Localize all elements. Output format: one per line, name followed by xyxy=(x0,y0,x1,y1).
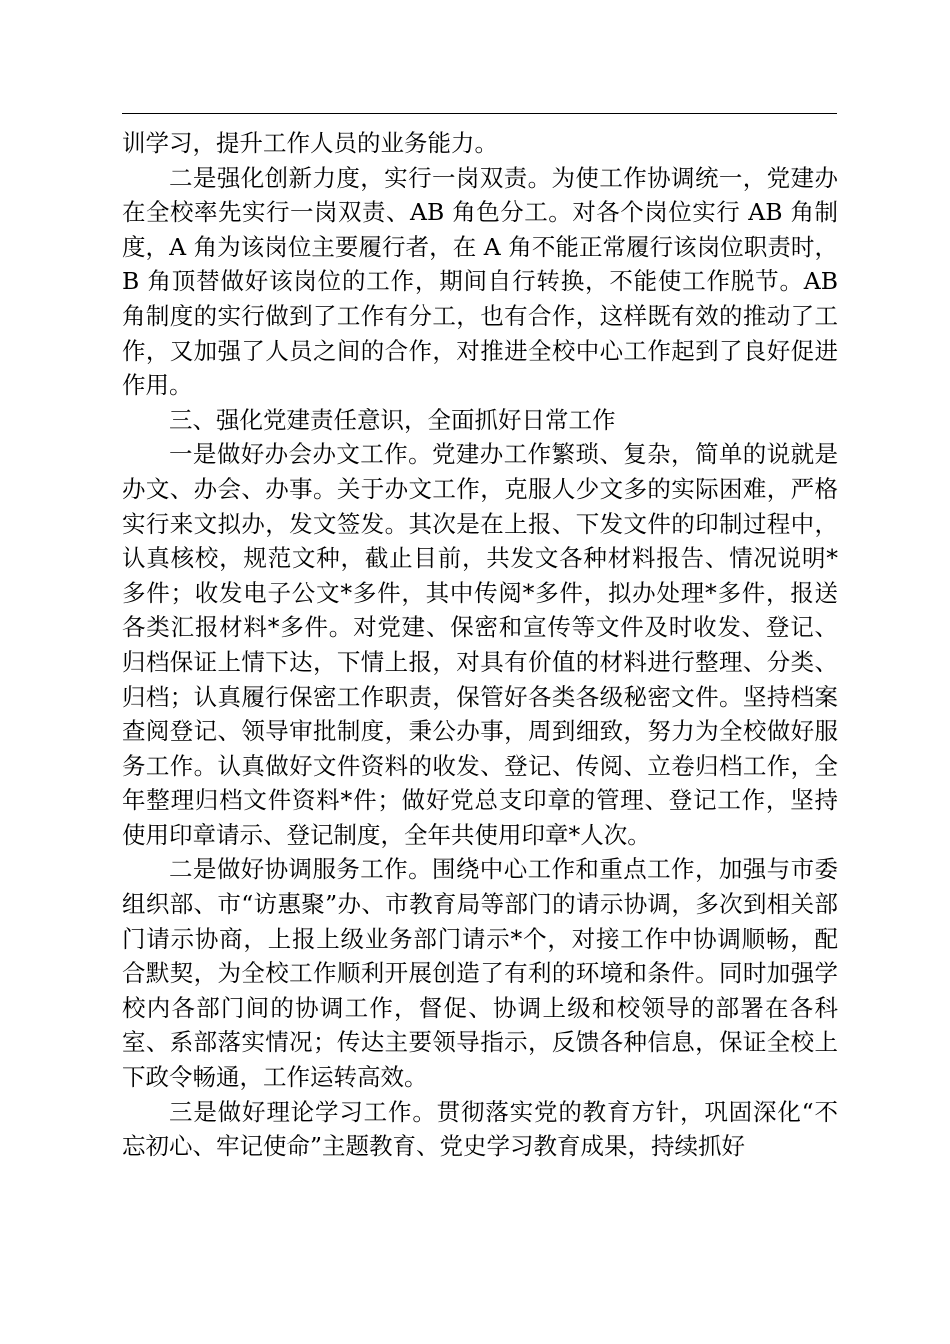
document-body xyxy=(122,126,838,1164)
section-heading-3: 三、强化党建责任意识，全面抓好日常工作 xyxy=(169,405,616,434)
paragraph-coordination: 二是做好协调服务工作。围绕中心工作和重点工作，加强与市委组织部、市“访惠聚”办、市教育局等部门的请示协调，多次到相关部门请示协商，上报上级业务部门请示*个，对接工作中协调顺畅，配合默契，为全校工作顺利开展创造了有利的环境和条件。同时加强学校内各部门间的协调工作，督促、协调上级和校领导的部署在各科室、系部落实情况；传达主要领导指示，反馈各种信息，保证全校上下政令畅通，工作运转高效。 xyxy=(122,855,838,1092)
header-rule xyxy=(122,113,837,114)
paragraph-ab-role: 二是强化创新力度，实行一岗双责。为使工作协调统一，党建办在全校率先实行一岗双责、AB 角色分工。对各个岗位实行 AB 角制度，A 角为该岗位主要履行者，在 A 角不能正常履行该岗位职责时，B 角顶替做好该岗位的工作，期间自行转换，不能使工作脱节。AB 角制度的实行做到了工作有分工，也有合作，这样既有效的推动了工作，又加强了人员之间的合作，对推进全校中心工作起到了良好促进作用。 xyxy=(122,163,838,400)
paragraph-continuation: 训学习，提升工作人员的业务能力。 xyxy=(122,129,498,157)
paragraph-document-work: 一是做好办会办文工作。党建办工作繁琐、复杂，简单的说就是办文、办会、办事。关于办文工作，克服人少文多的实际困难，严格实行来文拟办，发文签发。其次是在上报、下发文件的印制过程中，认真核校，规范文种，截止目前，共发文各种材料报告、情况说明*多件；收发电子公文*多件，其中传阅*多件，拟办处理*多件，报送各类汇报材料*多件。对党建、保密和宣传等文件及时收发、登记、归档保证上情下达，下情上报，对具有价值的材料进行整理、分类、归档；认真履行保密工作职责，保管好各类各级秘密文件。坚持档案查阅登记、领导审批制度，秉公办事，周到细致，努力为全校做好服务工作。认真做好文件资料的收发、登记、传阅、立卷归档工作，全年整理归档文件资料*件；做好党总支印章的管理、登记工作，坚持使用印章请示、登记制度，全年共使用印章*人次。 xyxy=(122,440,838,849)
paragraph-theory-study: 三是做好理论学习工作。贯彻落实党的教育方针，巩固深化“不忘初心、牢记使命”主题教育、党史学习教育成果，持续抓好 xyxy=(122,1097,838,1161)
